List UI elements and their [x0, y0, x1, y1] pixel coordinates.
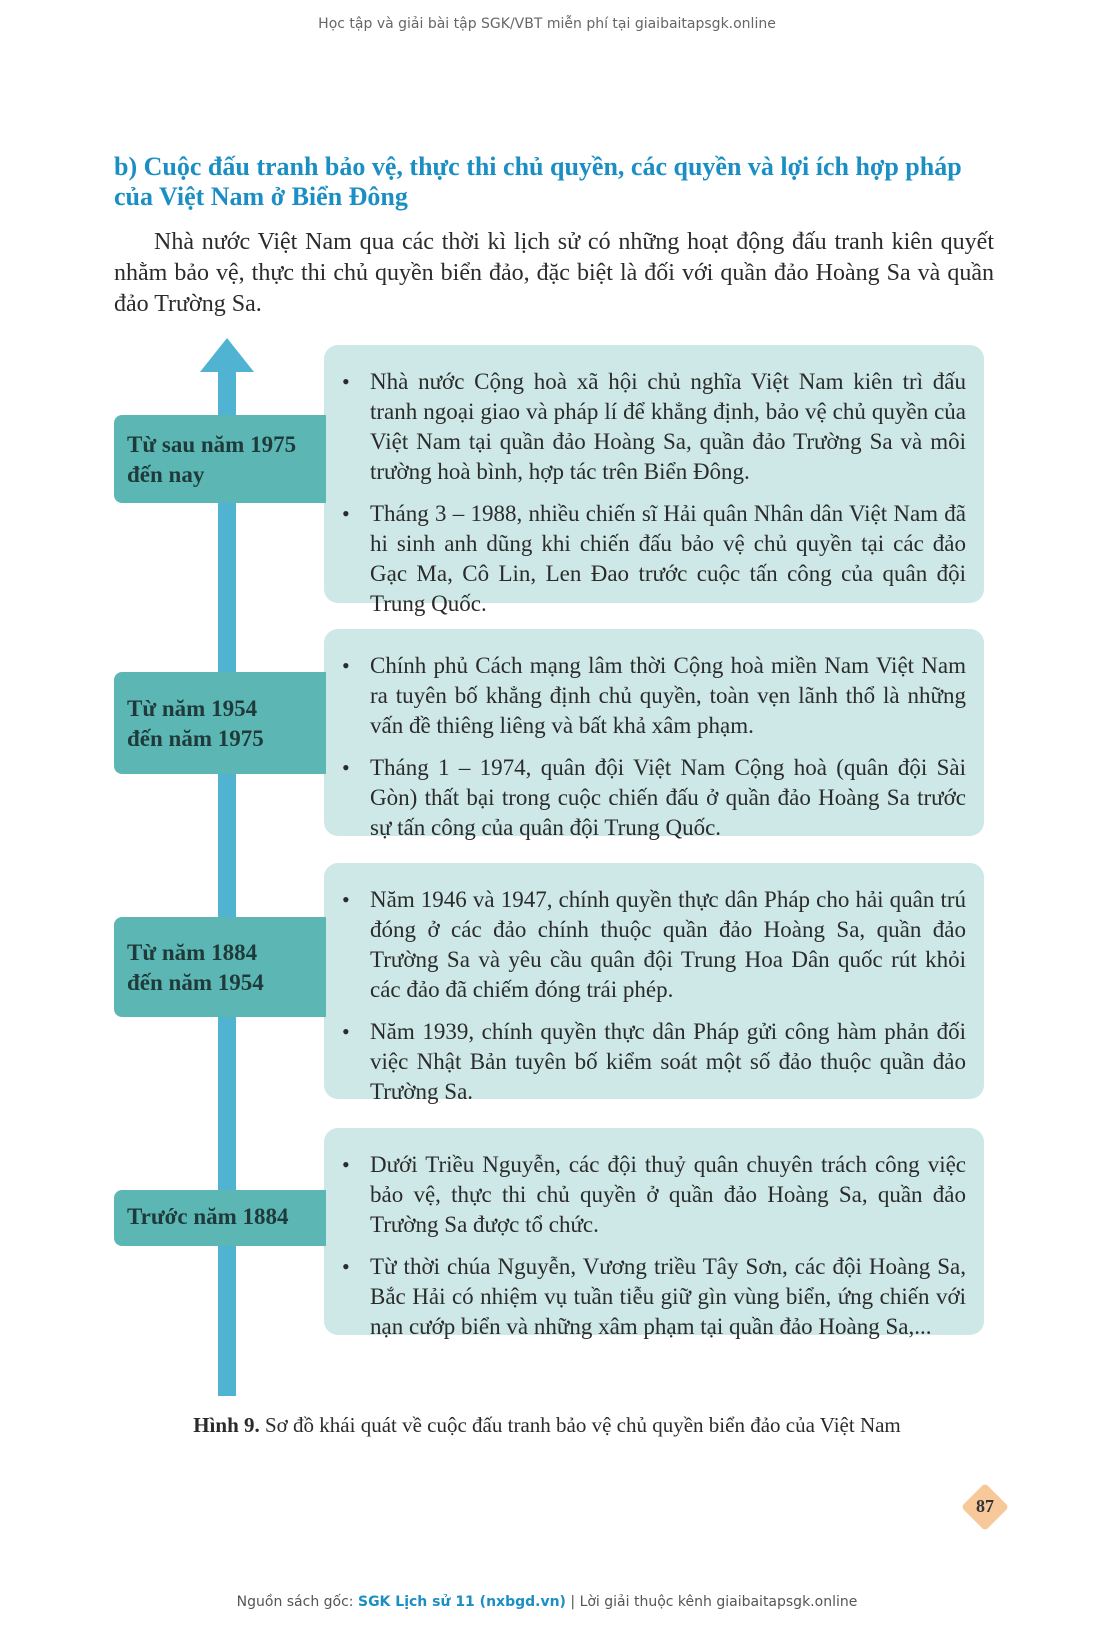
era-box-before-1884 — [324, 1128, 984, 1339]
list-item: • Từ thời chúa Nguyễn, Vương triều Tây Sơn, các đội Hoàng Sa, Bắc Hải có nhiệm vụ tuần tiễu giữ gìn vùng biển, ứng chiến với nạn cướp biển và những xâm phạm tại quần đảo Hoàng Sa,... — [342, 1254, 966, 1339]
list-item: • Tháng 1 – 1974, quân đội Việt Nam Cộng hoà (quân đội Sài Gòn) thất bại trong cuộc chiến đấu ở quần đảo Hoàng Sa trước sự tấn công của quân đội Trung Quốc. — [342, 755, 966, 840]
bullet-icon: • — [342, 653, 350, 678]
footer-note: Nguồn sách gốc: SGK Lịch sử 11 (nxbgd.vn) | Lời giải thuộc kênh giaibaitapsgk.online — [236, 1594, 858, 1610]
bullet-icon: • — [342, 1152, 350, 1177]
timeline-arrow-icon — [200, 338, 254, 372]
page-number: 87 — [976, 1496, 994, 1516]
era-label-1975-now: Từ sau năm 1975 đến nay — [114, 415, 326, 503]
era-label-before-1884: Trước năm 1884 — [114, 1190, 326, 1246]
bullet-icon: • — [342, 501, 350, 526]
list-item: • Năm 1939, chính quyền thực dân Pháp gửi công hàm phản đối việc Nhật Bản tuyên bố kiểm soát một số đảo thuộc quần đảo Trường Sa. — [342, 1019, 966, 1104]
bullet-icon: • — [342, 755, 350, 780]
era-box-1954-1975 — [324, 629, 984, 840]
list-item: • Năm 1946 và 1947, chính quyền thực dân Pháp cho hải quân trú đóng ở các đảo chính thuộc quần đảo Hoàng Sa, quần đảo Trường Sa và yêu cầu quân đội Trung Hoa Dân quốc rút khỏi các đảo đã chiếm đóng trái phép. — [342, 887, 966, 1002]
footer-source-link[interactable]: SGK Lịch sử 11 (nxbgd.vn) — [357, 1594, 566, 1610]
list-item: • Tháng 3 – 1988, nhiều chiến sĩ Hải quân Nhân dân Việt Nam đã hi sinh anh dũng khi chiến đấu bảo vệ chủ quyền tại các đảo Gạc Ma, Cô Lin, Len Đao trước cuộc tấn công của quân đội Trung Quốc. — [342, 501, 966, 616]
era-box-1975-now — [324, 345, 984, 616]
intro-paragraph: Nhà nước Việt Nam qua các thời kì lịch sử có những hoạt động đấu tranh kiên quyết nhằm bảo vệ, thực thi chủ quyền biển đảo, đặc biệt là đối với quần đảo Hoàng Sa và quần đảo Trường Sa. — [114, 229, 994, 317]
header-note: Học tập và giải bài tập SGK/VBT miễn phí tại giaibaitapsgk.online — [318, 16, 776, 32]
list-item: • Nhà nước Cộng hoà xã hội chủ nghĩa Việt Nam kiên trì đấu tranh ngoại giao và pháp lí để khẳng định, bảo vệ chủ quyền của Việt Nam tại quần đảo Hoàng Sa, quần đảo Trường Sa và môi trường hoà bình, hợp tác trên Biển Đông. — [342, 369, 966, 484]
list-item: • Dưới Triều Nguyễn, các đội thuỷ quân chuyên trách công việc bảo vệ, thực thi chủ quyền ở quần đảo Hoàng Sa, quần đảo Trường Sa được tổ chức. — [342, 1152, 966, 1237]
era-label-1954-1975: Từ năm 1954 đến năm 1975 — [114, 672, 326, 774]
figure-caption: Hình 9. Sơ đồ khái quát về cuộc đấu tranh bảo vệ chủ quyền biển đảo của Việt Nam — [193, 1413, 901, 1437]
bullet-icon: • — [342, 1254, 350, 1279]
era-box-1884-1954 — [324, 863, 984, 1104]
era-label-1884-1954: Từ năm 1884 đến năm 1954 — [114, 917, 326, 1017]
bullet-icon: • — [342, 887, 350, 912]
list-item: • Chính phủ Cách mạng lâm thời Cộng hoà miền Nam Việt Nam ra tuyên bố khẳng định chủ quyền, toàn vẹn lãnh thổ là những vấn đề thiêng liêng và bất khả xâm phạm. — [342, 653, 966, 738]
bullet-icon: • — [342, 369, 350, 394]
section-title: b) Cuộc đấu tranh bảo vệ, thực thi chủ quyền, các quyền và lợi ích hợp pháp của Việt Nam ở Biển Đông — [114, 152, 962, 211]
bullet-icon: • — [342, 1019, 350, 1044]
